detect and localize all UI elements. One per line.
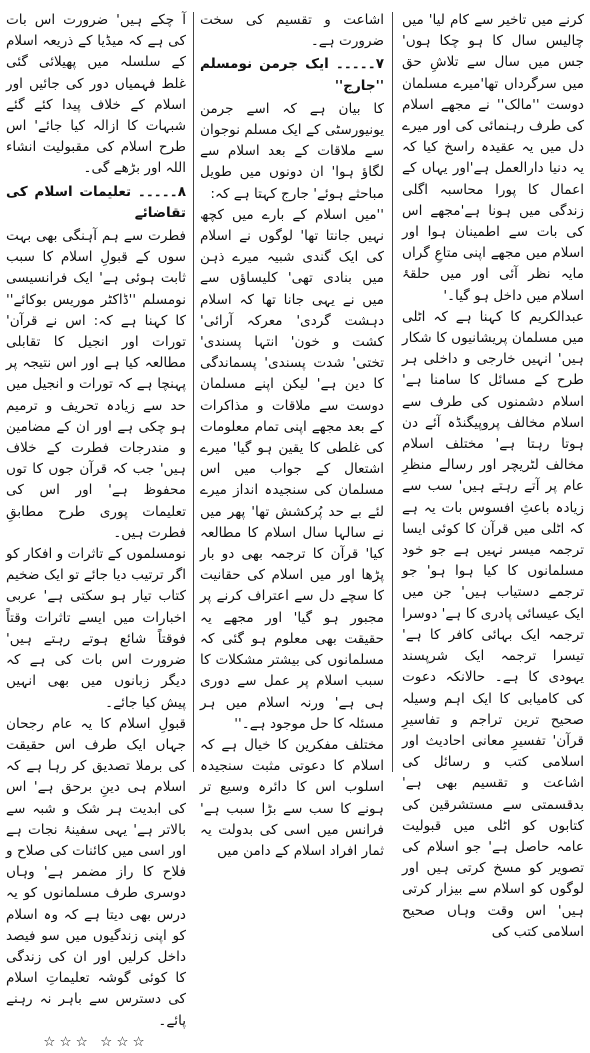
paragraph: کرنے میں تاخیر سے کام لیا' میں چالیس سال کا ہو چکا ہوں' جس میں سال سے تلاشِ حق میں سرگرداں تھا'میرے مسلمان دوست ''مالک'' نے مجھے اسلام کی طرف رہنمائی کی اور میرے دل میں یہ عقیدہ راسخ کیا کہ یہ دنیا دارالعمل ہے'اور یہاں کے اعمال کا پورا محاسبہ اگلی زندگی میں ہونا ہے'مجھے اس کی بات سے اطمینان ہوا اور اسلام میں مجھے اپنی متاعِ گراں مایہ نظر آئی اور میں حلقۂ اسلام میں داخل ہو گیا۔': [402, 12, 584, 304]
paragraph: نومسلموں کے تاثرات و افکار کو اگر ترتیب دیا جائے تو ایک ضخیم کتاب تیار ہو سکتی ہے' عربی اخبارات میں ایسے تاثرات وقتاً فوقتاً شائع ہوتے رہتے ہیں' ضرورت اس بات کی ہے کہ دیگر زبانوں میں بھی انہیں پیش کیا جائے۔: [6, 546, 186, 711]
paragraph: فطرت سے ہم آہنگی بھی بہت سوں کے قبولِ اسلام کا سبب ثابت ہوئی ہے' ایک فرانسیسی نومسلم ''ڈاکٹر موریس بوکائے'' کا کہنا ہے کہ: اس نے قرآن' تورات اور انجیل کا تقابلی مطالعہ کیا ہے اور اس نتیجہ پر پہنچا ہے کہ تورات و انجیل میں حد سے زیادہ تحریف و ترمیم ہو چکی ہے اور ان کے مضامین و مندرجات فطرت کے خلاف ہیں' جب کہ قرآن جوں کا توں محفوظ ہے' اور اس کی تعلیمات پوری طرح مطابقِ فطرت ہیں۔: [6, 228, 186, 541]
text-column-left: [6, 10, 186, 1050]
paragraph: مختلف مفکرین کا خیال ہے کہ اسلام کا دعوتی مثبت سنجیدہ اسلوب اس کا دائرہ وسیع تر ہونے کا سب سے بڑا سبب ہے' فرانس میں اسی کی بدولت یہ ثمار افراد اسلام کے دامن میں: [200, 736, 384, 859]
paragraph: قبولِ اسلام کا یہ عام رجحان جہاں ایک طرف اس حقیقت کی برملا تصدیق کر رہا ہے کہ اسلام ہی دینِ برحق ہے' اس کی ابدیت ہر شک و شبہ سے بالاتر ہے' یہی سفینۂ نجات ہے اور اسی میں کائنات کی صلاح و فلاح کا راز مضمر ہے' وہاں دوسری طرف مسلمانوں کو یہ درس بھی دیتا ہے کہ وہ اسلام کو اپنی زندگیوں میں سو فیصد داخل کرلیں اور ان کی زندگی کا کوئی گوشہ تعلیماتِ اسلام کی دسترس سے باہر نہ رہنے پائے۔: [6, 715, 186, 1029]
column-divider-right: [392, 12, 393, 772]
paragraph: عبدالکریم کا کہنا ہے کہ اٹلی میں مسلمان پریشانیوں کا شکار ہیں' انہیں خارجی و داخلی ہر طرح کے مسائل کا سامنا ہے' اسلام دشمنوں کی طرف سے اسلام مخالف پروپیگنڈہ آئے دن ہوتا رہتا ہے' مختلف اسلام مخالف لٹریچر اور رسالے منظرِ عام پر آتے رہتے ہیں' سب سے زیادہ باعثِ افسوس بات یہ ہے کہ اٹلی میں قرآن کا کوئی ایسا ترجمہ میسر نہیں ہے جو خود مسلمانوں کا کیا ہوا ہو' جو ترجمے دستیاب ہیں' جن میں ایک عیسائی پادری کا ہے' دوسرا ترجمہ ایک بہائی کافر کا ہے' تیسرا ترجمہ ایک شرپسند یہودی کا ہے۔ حالانکہ دعوت کی کامیابی کا ایک اہم وسیلہ صحیح ترین تراجم و تفاسیرِ قرآن' تفسیرِ معانی احادیث اور اسلامی کتب و رسائل کی اشاعت و تقسیم بھی ہے' بدقسمتی سے مستشرقین کی کتابوں کو اٹلی میں قبولیت عامہ حاصل ہے' جو اسلام کی تصویر کو مسخ کرتی ہیں اور لوگوں کو اسلام سے بیزار کرتی ہیں' اس وقت وہاں صحیح اسلامی کتب کی: [402, 308, 584, 940]
section-heading-8: ۸۔۔۔۔۔ تعلیمات اسلام کی تقاضائے: [6, 183, 186, 221]
paragraph: اشاعت و تقسیم کی سخت ضرورت ہے۔: [200, 12, 384, 50]
paragraph: آ چکے ہیں' ضرورت اس بات کی ہے کہ میڈیا کے ذریعہ اسلام کے سلسلہ میں پھیلائی گئی غلط فہمیاں دور کی جائیں اور اسلام کے خلاف پیدا کئے گئے شبہات کا ازالہ کیا جائے' اس طرح اسلام کی مقبولیت انشاء اللہ اور بڑھے گی۔: [6, 12, 186, 177]
text-column-middle: [200, 10, 384, 859]
text-column-right: [402, 10, 584, 940]
end-stars: ☆☆☆ ☆☆☆: [43, 1033, 149, 1050]
column-divider-left: [193, 12, 194, 772]
paragraph: کا بیان ہے کہ اسے جرمن یونیورسٹی کے ایک مسلم نوجوان سے ملاقات کے بعد اسلام سے لگاؤ ہوا' ان دونوں میں طویل مباحثے ہوئے' جارج کہتا ہے کہ:: [200, 100, 384, 202]
quote-paragraph: ''میں اسلام کے بارے میں کچھ نہیں جانتا تھا' لوگوں نے اسلام کی ایک گندی شبیہ میرے ذہن میں بنادی تھی' کلیساؤں سے میں نے یہی جانا تھا کہ اسلام دہشت گردی' معرکہ آرائی' کشت و خون' انتہا پسندی' تختی' شدت پسندی' پسماندگی کا دین ہے' لیکن اپنے مسلمان دوست سے ملاقات و مذاکرات کے بعد مجھے اپنی تمام معلومات کی غلطی کا یقین ہو گیا' میرے اشتعال کے جواب میں اس مسلمان کی سنجیدہ انداز میرے لئے بے حد پُرکشش تھا' پھر میں نے سالہا سال اسلام کا مطالعہ کیا' قرآن کا ترجمہ بھی دو بار پڑھا اور میں اسلام کی حقانیت کا سچے دل سے اعتراف کرنے پر مجبور ہو گیا' اور مجھے یہ حقیقت بھی معلوم ہو گئی کہ مسلمانوں کی بیشتر مشکلات کا سبب اسلام پر عمل سے دوری ہی ہے' ورنہ اسلام میں ہر مسئلہ کا حل موجود ہے۔'': [200, 206, 384, 732]
section-heading-7: ۷۔۔۔۔۔ ایک جرمن نومسلم ''جارج'': [200, 56, 384, 94]
